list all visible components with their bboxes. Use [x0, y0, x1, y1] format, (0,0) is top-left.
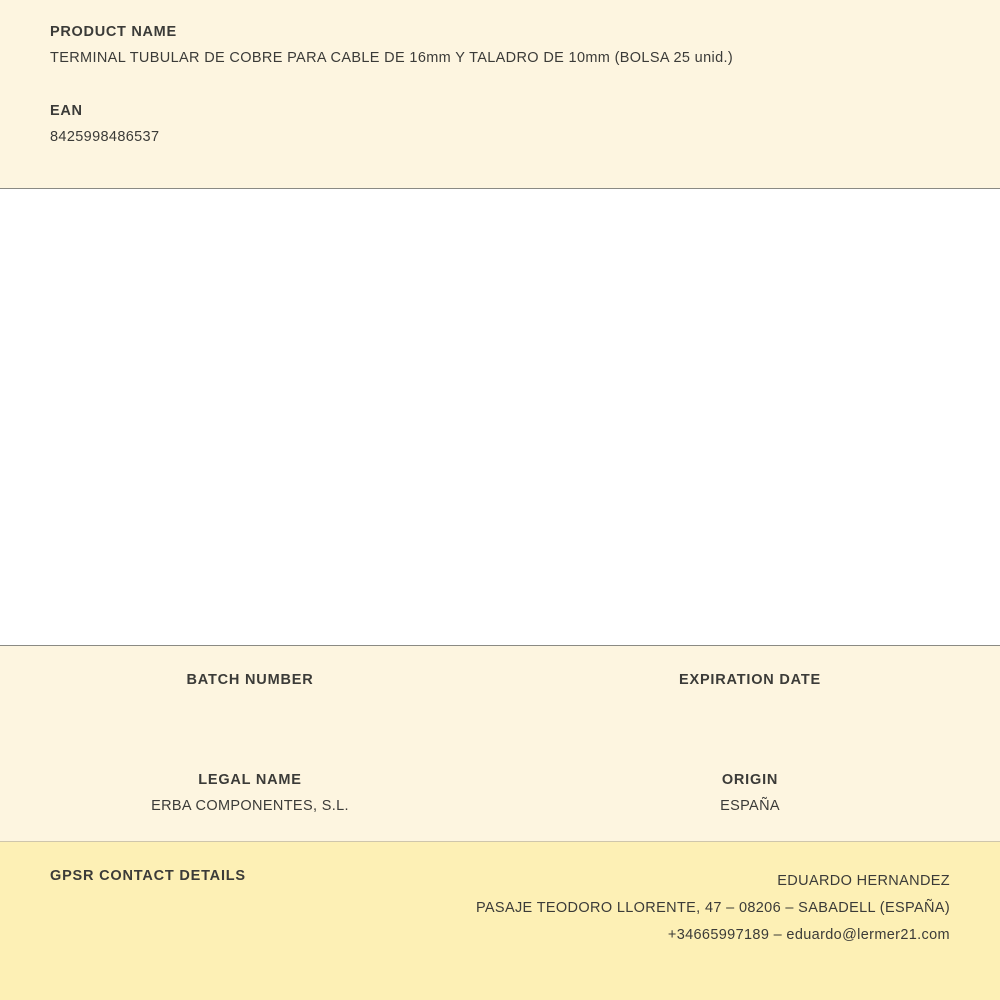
product-details-section [0, 0, 1000, 189]
ean-label: EAN [50, 103, 83, 119]
expiration-date-cell [500, 672, 1000, 715]
batch-expiration-row [0, 646, 1000, 715]
legal-origin-row [0, 715, 1000, 815]
batch-number-label: BATCH NUMBER [186, 672, 314, 688]
product-name-value: TERMINAL TUBULAR DE COBRE PARA CABLE DE 16mm Y TALADRO DE 10mm (BOLSA 25 unid.) [50, 50, 734, 66]
gpsr-contact-block [476, 868, 950, 949]
legal-name-value: ERBA COMPONENTES, S.L. [151, 798, 349, 814]
origin-label: ORIGIN [721, 772, 779, 788]
product-image-area [0, 189, 1000, 646]
spacer [50, 66, 950, 103]
legal-name-cell [0, 772, 500, 815]
gpsr-contact-address: PASAJE TEODORO LLORENTE, 47 – 08206 – SABADELL (ESPAÑA) [475, 900, 950, 916]
legal-name-label: LEGAL NAME [198, 772, 302, 788]
origin-value: ESPAÑA [720, 798, 780, 814]
ean-block [50, 103, 950, 145]
expiration-date-label: EXPIRATION DATE [679, 672, 821, 688]
ean-value: 8425998486537 [50, 129, 160, 145]
batch-legal-section [0, 646, 1000, 842]
product-name-label: PRODUCT NAME [50, 24, 177, 40]
batch-number-value [0, 698, 500, 715]
expiration-date-value [500, 698, 1000, 715]
product-name-block [50, 24, 950, 66]
origin-cell [500, 772, 1000, 815]
gpsr-contact-name: EDUARDO HERNANDEZ [777, 873, 950, 889]
gpsr-footer-section [0, 842, 1000, 1000]
batch-number-cell [0, 672, 500, 715]
gpsr-contact-phone-email: +34665997189 – eduardo@lermer21.com [667, 927, 950, 943]
gpsr-contact-details-label: GPSR CONTACT DETAILS [50, 868, 246, 884]
